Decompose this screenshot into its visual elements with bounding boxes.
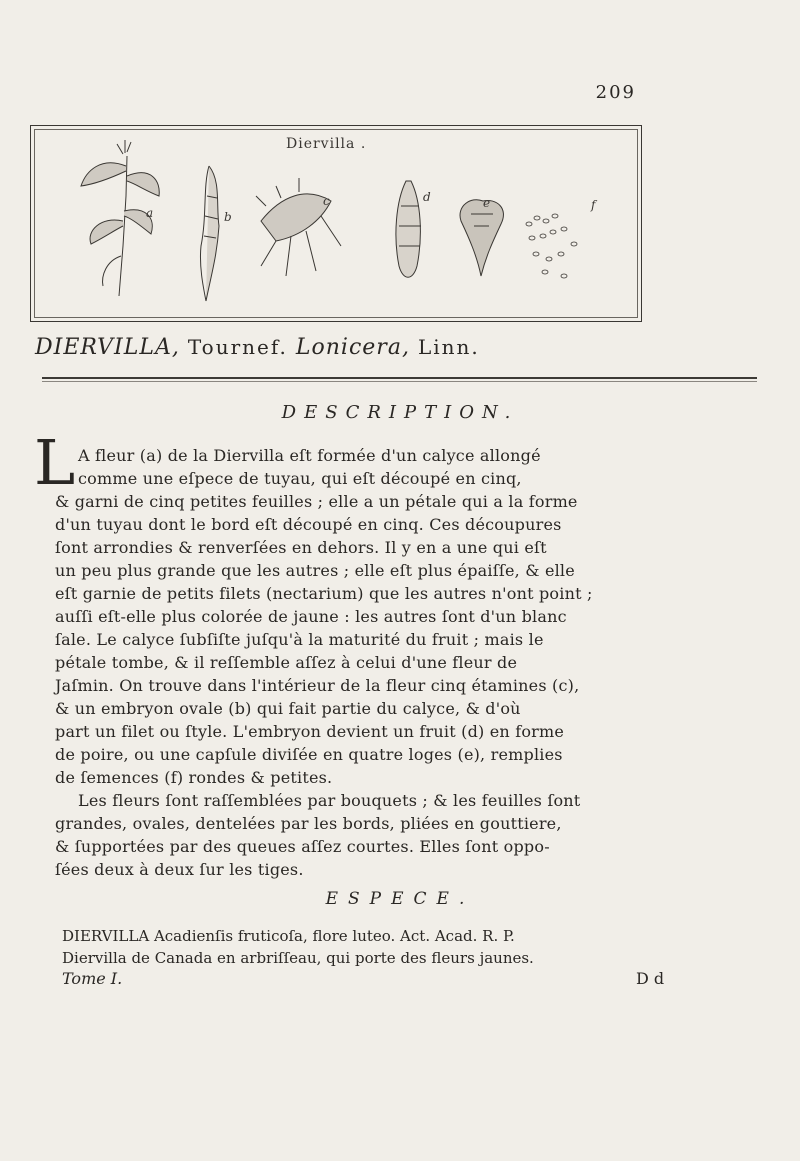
figure-label-d: d xyxy=(423,190,431,204)
description-line: A fleur (a) de la Diervilla eſt formée d'un calyce allongé xyxy=(78,446,541,465)
figure-label-f: f xyxy=(591,198,596,212)
species-line-2: Diervilla de Canada en arbriſſeau, qui porte des fleurs jaunes. xyxy=(62,949,534,967)
figure-label-e: e xyxy=(483,196,491,210)
plate-illustration xyxy=(31,126,641,321)
description-line: pétale tombe, & il reſſemble aſſez à celui d'une fleur de xyxy=(55,653,518,672)
description-line: & garni de cinq petites feuilles ; elle a un pétale qui a la forme xyxy=(55,492,578,511)
figure-b-drawing xyxy=(200,166,219,301)
genus-name: DIERVILLA, xyxy=(35,335,180,360)
plate-title: Diervilla . xyxy=(286,136,367,152)
description-line: ſont arrondies & renverſées en dehors. Il y en a une qui eſt xyxy=(55,538,547,557)
description-line: comme une eſpece de tuyau, qui eſt découpé en cinq, xyxy=(78,469,522,488)
description-line: d'un tuyau dont le bord eſt découpé en cinq. Ces découpures xyxy=(55,515,562,534)
espece-heading: ESPECE. xyxy=(325,889,475,909)
description-line: auſſi eſt-elle plus colorée de jaune : les autres ſont d'un blanc xyxy=(55,607,567,626)
author-linnaeus: Linn. xyxy=(417,335,480,359)
figure-label-a: a xyxy=(146,206,154,220)
description-line: & ſupportées par des queues aſſez courtes. Elles ſont oppo- xyxy=(55,837,550,856)
drop-cap: L xyxy=(34,426,76,499)
description-line: & un embryon ovale (b) qui fait partie du calyce, & d'où xyxy=(55,699,521,718)
signature-mark: D d xyxy=(636,969,665,988)
page-number: 209 xyxy=(595,82,636,103)
description-line: de ſemences (f) rondes & petites. xyxy=(55,768,333,787)
description-line: Les fleurs ſont raſſemblées par bouquets ; & les feuilles ſont xyxy=(78,791,581,810)
figure-d-drawing xyxy=(396,181,421,277)
synonym-name: Lonicera, xyxy=(295,335,410,360)
genus-header xyxy=(35,335,765,360)
description-line: ſées deux à deux ſur les tiges. xyxy=(55,860,304,879)
figure-label-c: c xyxy=(323,194,330,208)
description-line: ſale. Le calyce ſubſiſte juſqu'à la maturité du fruit ; mais le xyxy=(55,630,544,649)
description-heading: DESCRIPTION. xyxy=(281,402,519,423)
description-line: grandes, ovales, dentelées par les bords, pliées en gouttiere, xyxy=(55,814,562,833)
header-rule-thin xyxy=(42,381,757,382)
description-line: un peu plus grande que les autres ; elle eſt plus épaiſſe, & elle xyxy=(55,561,575,580)
figure-label-b: b xyxy=(224,210,232,224)
author-tournefort: Tournef. xyxy=(187,335,288,359)
botanical-plate xyxy=(30,125,642,322)
figure-e-drawing xyxy=(460,200,503,276)
description-line: de poire, ou une capſule diviſée en quatre loges (e), remplies xyxy=(55,745,563,764)
description-line: part un filet ou ſtyle. L'embryon devient un fruit (d) en forme xyxy=(55,722,565,741)
description-line: Jaſmin. On trouve dans l'intérieur de la fleur cinq étamines (c), xyxy=(55,676,580,695)
description-line: eſt garnie de petits filets (nectarium) que les autres n'ont point ; xyxy=(55,584,593,603)
header-rule xyxy=(42,377,757,379)
figure-f-seeds xyxy=(526,214,577,278)
figure-c-drawing xyxy=(256,178,341,276)
tome-label: Tome I. xyxy=(62,969,123,988)
species-line-1: DIERVILLA Acadienſis fruticoſa, flore luteo. Act. Acad. R. P. xyxy=(62,927,515,945)
